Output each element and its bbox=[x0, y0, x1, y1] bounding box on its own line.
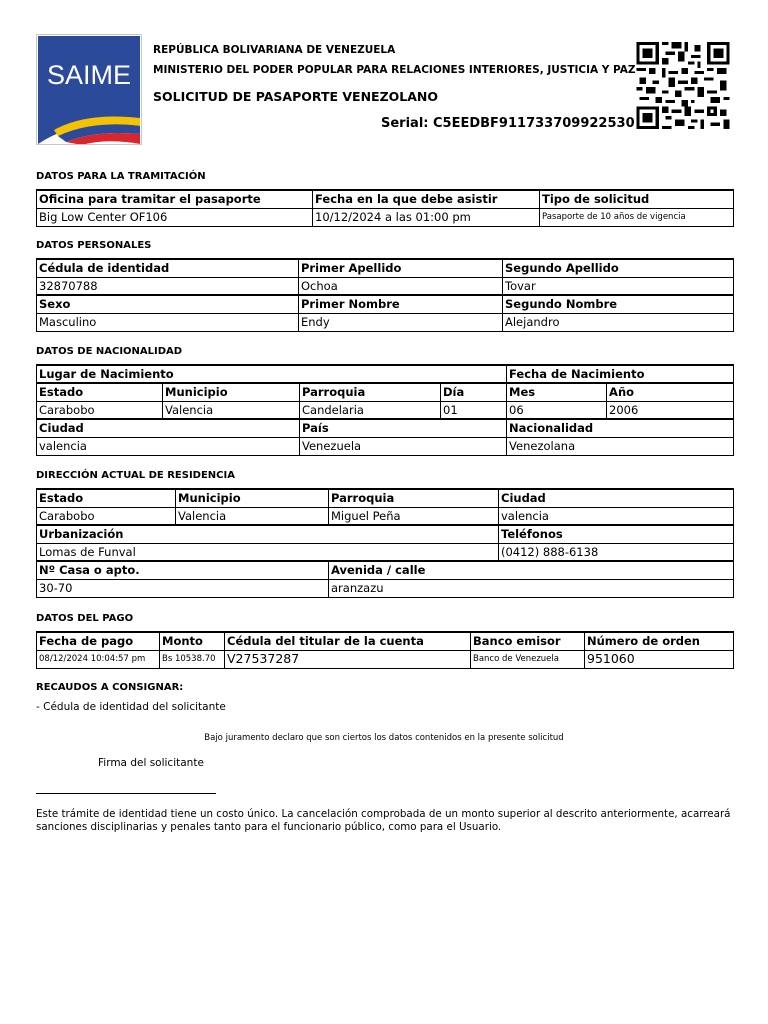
section-title-pago: DATOS DEL PAGO bbox=[36, 613, 134, 624]
value-fecha-asistir: 10/12/2024 a las 01:00 pm bbox=[313, 208, 540, 226]
header-cedula-titular: Cédula del titular de la cuenta bbox=[225, 632, 471, 650]
pago-table bbox=[36, 631, 734, 669]
header-tipo-solicitud: Tipo de solicitud bbox=[540, 190, 734, 208]
value-ciudad-nac: valencia bbox=[37, 437, 300, 455]
value-tipo-solicitud: Pasaporte de 10 años de vigencia bbox=[540, 208, 734, 226]
value-anio: 2006 bbox=[607, 401, 734, 419]
value-numero-orden: 951060 bbox=[585, 650, 734, 668]
header-cedula: Cédula de identidad bbox=[37, 259, 299, 277]
header-casa-apto: Nº Casa o apto. bbox=[37, 561, 329, 579]
value-nacionalidad: Venezolana bbox=[507, 437, 734, 455]
value-parroquia-nac: Candelaria bbox=[300, 401, 441, 419]
value-mes: 06 bbox=[507, 401, 607, 419]
header-fecha-pago: Fecha de pago bbox=[37, 632, 160, 650]
value-municipio-res: Valencia bbox=[176, 507, 329, 525]
header-municipio-res: Municipio bbox=[176, 489, 329, 507]
saime-logo-text: SAIME bbox=[46, 60, 132, 90]
value-sexo: Masculino bbox=[37, 313, 299, 331]
serial-label: Serial: bbox=[381, 116, 433, 131]
value-dia: 01 bbox=[441, 401, 507, 419]
section-title-nacionalidad: DATOS DE NACIONALIDAD bbox=[36, 346, 183, 357]
header-anio: Año bbox=[607, 383, 734, 401]
value-fecha-pago: 08/12/2024 10:04:57 pm bbox=[37, 650, 160, 668]
header-avenida-calle: Avenida / calle bbox=[329, 561, 734, 579]
section-title-recaudos: RECAUDOS A CONSIGNAR: bbox=[36, 682, 184, 693]
serial bbox=[381, 116, 635, 131]
value-monto: Bs 10538.70 bbox=[160, 650, 225, 668]
header-pais: País bbox=[300, 419, 507, 437]
header-nacionalidad: Nacionalidad bbox=[507, 419, 734, 437]
header-municipio-nac: Municipio bbox=[163, 383, 300, 401]
qr-code-icon bbox=[636, 42, 730, 129]
header-segundo-apellido: Segundo Apellido bbox=[503, 259, 734, 277]
recaudos-item: - Cédula de identidad del solicitante bbox=[36, 701, 226, 713]
header-urbanizacion: Urbanización bbox=[37, 525, 499, 543]
value-cedula: 32870788 bbox=[37, 277, 299, 295]
header-parroquia-nac: Parroquia bbox=[300, 383, 441, 401]
value-cedula-titular: V27537287 bbox=[225, 650, 471, 668]
oath-statement: Bajo juramento declaro que son ciertos los datos contenidos en la presente solicitud bbox=[204, 733, 564, 743]
value-ciudad-res: valencia bbox=[499, 507, 734, 525]
value-urbanizacion: Lomas de Funval bbox=[37, 543, 499, 561]
value-segundo-nombre: Alejandro bbox=[503, 313, 734, 331]
value-primer-apellido: Ochoa bbox=[299, 277, 503, 295]
residencia-table bbox=[36, 488, 734, 598]
header-fecha-asistir: Fecha en la que debe asistir bbox=[313, 190, 540, 208]
value-pais: Venezuela bbox=[300, 437, 507, 455]
signature-line bbox=[36, 793, 216, 794]
value-estado-nac: Carabobo bbox=[37, 401, 163, 419]
value-segundo-apellido: Tovar bbox=[503, 277, 734, 295]
header-banco-emisor: Banco emisor bbox=[471, 632, 585, 650]
nacionalidad-table bbox=[36, 364, 734, 456]
header-segundo-nombre: Segundo Nombre bbox=[503, 295, 734, 313]
value-oficina: Big Low Center OF106 bbox=[37, 208, 313, 226]
header-numero-orden: Número de orden bbox=[585, 632, 734, 650]
section-title-tramitacion: DATOS PARA LA TRAMITACIÓN bbox=[36, 171, 206, 182]
header-oficina: Oficina para tramitar el pasaporte bbox=[37, 190, 313, 208]
document-title: SOLICITUD DE PASAPORTE VENEZOLANO bbox=[153, 89, 439, 104]
serial-value: C5EEDBF911733709922530 bbox=[433, 116, 635, 131]
value-avenida-calle: aranzazu bbox=[329, 579, 734, 597]
value-casa-apto: 30-70 bbox=[37, 579, 329, 597]
value-parroquia-res: Miguel Peña bbox=[329, 507, 499, 525]
signature-label: Firma del solicitante bbox=[98, 757, 204, 769]
header-telefonos: Teléfonos bbox=[499, 525, 734, 543]
value-municipio-nac: Valencia bbox=[163, 401, 300, 419]
header-ministry: MINISTERIO DEL PODER POPULAR PARA RELACIONES INTERIORES, JUSTICIA Y PAZ bbox=[153, 64, 636, 76]
value-banco-emisor: Banco de Venezuela bbox=[471, 650, 585, 668]
header-estado-res: Estado bbox=[37, 489, 176, 507]
header-estado-nac: Estado bbox=[37, 383, 163, 401]
header-primer-nombre: Primer Nombre bbox=[299, 295, 503, 313]
header-lugar-nacimiento: Lugar de Nacimiento bbox=[37, 365, 507, 383]
header-mes: Mes bbox=[507, 383, 607, 401]
value-telefonos: (0412) 888-6138 bbox=[499, 543, 734, 561]
header-sexo: Sexo bbox=[37, 295, 299, 313]
header-ciudad-nac: Ciudad bbox=[37, 419, 300, 437]
header-monto: Monto bbox=[160, 632, 225, 650]
tramitacion-table bbox=[36, 189, 734, 227]
header-ciudad-res: Ciudad bbox=[499, 489, 734, 507]
saime-logo bbox=[36, 34, 142, 145]
header-primer-apellido: Primer Apellido bbox=[299, 259, 503, 277]
personales-table bbox=[36, 258, 734, 332]
section-title-residencia: DIRECCIÓN ACTUAL DE RESIDENCIA bbox=[36, 470, 235, 481]
header-dia: Día bbox=[441, 383, 507, 401]
header-parroquia-res: Parroquia bbox=[329, 489, 499, 507]
value-estado-res: Carabobo bbox=[37, 507, 176, 525]
disclaimer: Este trámite de identidad tiene un costo único. La cancelación comprobada de un monto superior al descrito anteriormente, acarreará sanciones disciplinarias y penales tanto para el funcionario público, como para el Usuario. bbox=[36, 808, 731, 833]
header-fecha-nacimiento: Fecha de Nacimiento bbox=[507, 365, 734, 383]
header-republic: REPÚBLICA BOLIVARIANA DE VENEZUELA bbox=[153, 44, 396, 56]
value-primer-nombre: Endy bbox=[299, 313, 503, 331]
section-title-personales: DATOS PERSONALES bbox=[36, 240, 152, 251]
